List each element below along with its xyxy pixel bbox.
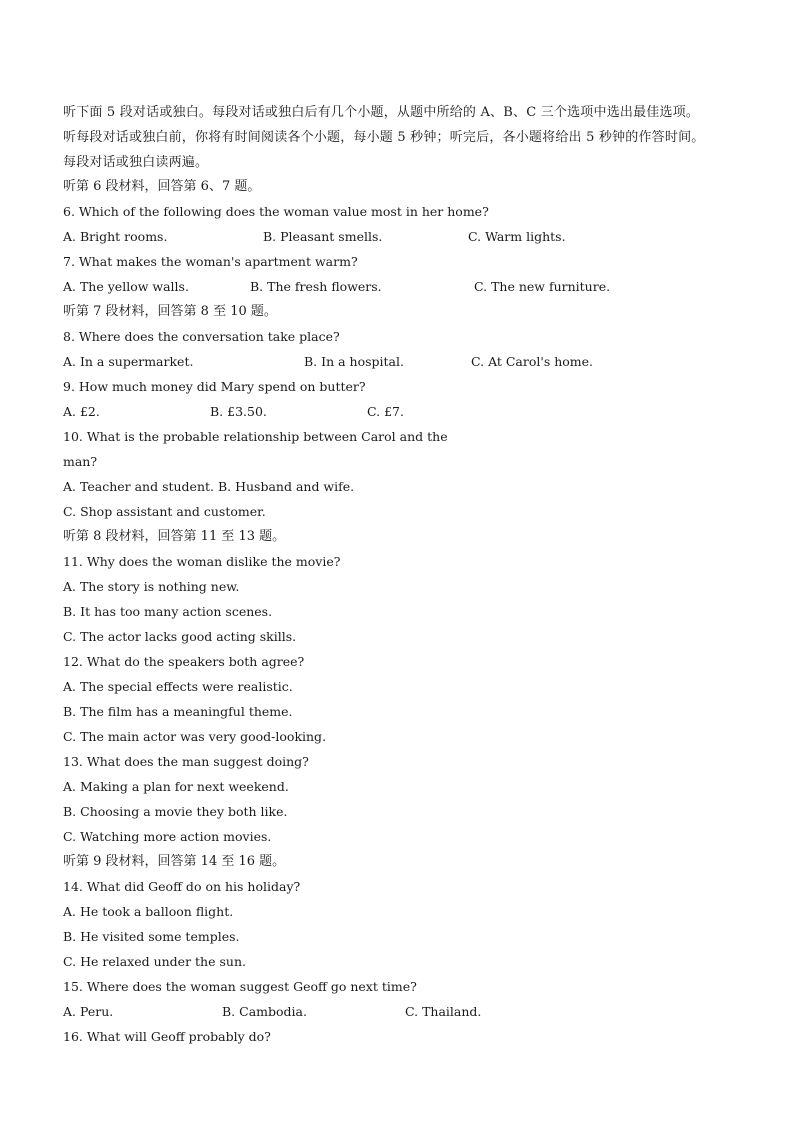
option-a[interactable]: A. Bright rooms. [63,229,168,244]
option-row [63,399,763,424]
question-stem: 11. Why does the woman dislike the movie? [63,554,341,569]
option-a-b[interactable]: A. Teacher and student. B. Husband and wife. [63,479,355,494]
section-heading: 听第 8 段材料，回答第 11 至 13 题。 [63,529,286,544]
question-stem: 14. What did Geoff do on his holiday? [63,879,301,894]
option-a[interactable]: A. £2. [63,404,100,419]
option-b[interactable]: B. It has too many action scenes. [63,604,273,619]
instructions [63,100,753,175]
option-c[interactable]: C. He relaxed under the sun. [63,954,246,969]
question-stem: 13. What does the man suggest doing? [63,754,309,769]
question-stem: 10. What is the probable relationship between Carol and the [63,429,448,444]
option-c[interactable]: C. £7. [367,404,404,419]
option-b[interactable]: B. He visited some temples. [63,929,240,944]
option-b[interactable]: B. The film has a meaningful theme. [63,704,293,719]
option-a[interactable]: A. The yellow walls. [63,279,189,294]
option-c[interactable]: C. Thailand. [405,1004,482,1019]
option-row [63,224,763,249]
option-c[interactable]: C. Shop assistant and customer. [63,504,266,519]
option-b[interactable]: B. The fresh flowers. [250,279,382,294]
option-c[interactable]: C. Watching more action movies. [63,829,272,844]
option-row [63,999,763,1024]
question-stem: 15. Where does the woman suggest Geoff go next time? [63,979,417,994]
option-b[interactable]: B. Pleasant smells. [263,229,383,244]
option-a[interactable]: A. He took a balloon flight. [63,904,234,919]
instruction-line: 每段对话或独白读两遍。 [63,155,209,170]
option-row [63,274,763,299]
option-c[interactable]: C. The main actor was very good-looking. [63,729,327,744]
option-row [63,474,763,499]
section-heading: 听第 9 段材料，回答第 14 至 16 题。 [63,854,286,869]
option-c[interactable]: C. The new furniture. [474,279,611,294]
option-a[interactable]: A. The special effects were realistic. [63,679,293,694]
option-row [63,349,763,374]
section-heading: 听第 6 段材料，回答第 6、7 题。 [63,179,261,194]
section-heading: 听第 7 段材料，回答第 8 至 10 题。 [63,304,277,319]
instruction-line: 听下面 5 段对话或独白。每段对话或独白后有几个小题，从题中所给的 A、B、C 三个选项中选出最佳选项。 [63,105,700,120]
option-c[interactable]: C. At Carol's home. [471,354,594,369]
question-stem: 12. What do the speakers both agree? [63,654,305,669]
question-stem: 6. Which of the following does the woman value most in her home? [63,204,489,219]
option-a[interactable]: A. In a supermarket. [63,354,194,369]
option-a[interactable]: A. Making a plan for next weekend. [63,779,289,794]
question-stem: 8. Where does the conversation take place? [63,329,340,344]
option-c[interactable]: C. The actor lacks good acting skills. [63,629,297,644]
option-b[interactable]: B. Choosing a movie they both like. [63,804,288,819]
option-a[interactable]: A. Peru. [63,1004,114,1019]
option-b[interactable]: B. Cambodia. [222,1004,307,1019]
question-list [63,174,763,1049]
option-c[interactable]: C. Warm lights. [468,229,566,244]
option-b[interactable]: B. In a hospital. [304,354,404,369]
option-a[interactable]: A. The story is nothing new. [63,579,240,594]
question-stem: 7. What makes the woman's apartment warm? [63,254,358,269]
option-b[interactable]: B. £3.50. [210,404,267,419]
question-stem: 16. What will Geoff probably do? [63,1029,271,1044]
question-stem-continued: man? [63,454,98,469]
instruction-line: 听每段对话或独白前，你将有时间阅读各个小题，每小题 5 秒钟；听完后，各小题将给出 5 秒钟的作答时间。 [63,130,705,145]
question-stem: 9. How much money did Mary spend on butter? [63,379,366,394]
